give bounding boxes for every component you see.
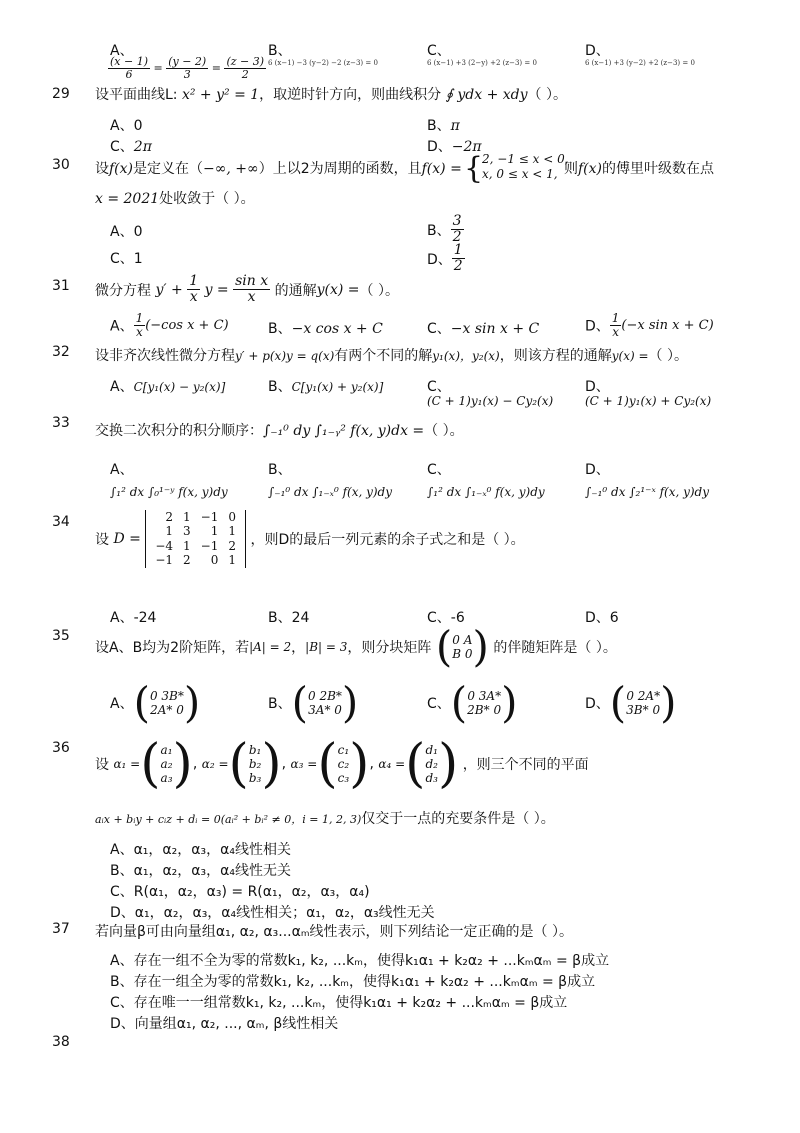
q30-option-d: D、 $\frac{1}{2}$ — [427, 242, 463, 275]
q28-option-a-label: A、 — [110, 43, 134, 59]
q29-option-c: C、2π — [110, 139, 152, 155]
q34-stem: 设 D = 2 1 −1 0 1 3 1 1 −4 1 −1 2 −1 2 0 1 ，则D的最后一列元素的余子式之和是（ ）。 — [95, 510, 525, 568]
q29-number: 29 — [52, 86, 70, 102]
q31-stem: 微分方程 y′ + $\frac{1}{x}$ y = $\frac{\text{sin x}}{x}$ 的通解y(x) =（ ）。 — [95, 273, 399, 306]
q32-number: 32 — [52, 344, 70, 360]
q37-stem: 若向量β可由向量组α₁, α₂, α₃...αₘ线性表示，则下列结论一定正确的是（ ）。 — [95, 924, 574, 940]
q28-option-d-label: D、 — [585, 43, 610, 59]
q29-option-a: A、0 — [110, 118, 143, 134]
q30-stem-line1: 设f(x)是定义在（−∞, +∞）上以2为周期的函数，且f(x) = — [95, 161, 462, 177]
q34-option-b: B、24 — [268, 610, 310, 626]
q34-option-d: D、6 — [585, 610, 619, 626]
q34-option-a: A、-24 — [110, 610, 157, 626]
q35-stem: 设A、B均为2阶矩阵，若|A| = 2，|B| = 3，则分块矩阵 ( 0 A B 0 ) 的伴随矩阵是（ ）。 — [95, 622, 617, 671]
q32-option-c-label: C、 — [427, 379, 451, 395]
q32-option-a: A、C[y₁(x) − y₂(x)] — [110, 379, 226, 395]
q33-option-d: ∫₋₁⁰ dx ∫₂¹⁻ˣ f(x, y)dy — [585, 485, 710, 499]
q28-option-d-formula: 6 (x−1) +3 (y−2) +2 (z−3) = 0 — [585, 59, 695, 67]
q33-option-a: ∫₁² dx ∫₀¹⁻ʸ f(x, y)dy — [110, 485, 228, 499]
q36-stem-line2: aᵢx + bᵢy + cᵢz + dᵢ = 0(aᵢ² + bᵢ² ≠ 0，i = 1, 2, 3)仅交于一点的充要条件是（ ）。 — [95, 811, 555, 827]
q29-option-d: D、−2π — [427, 139, 482, 155]
q37-number: 37 — [52, 921, 70, 937]
q36-number: 36 — [52, 740, 70, 756]
q30-number: 30 — [52, 157, 70, 173]
q28-option-a-formula: $\frac{(x - 1)}{6}$ = $\frac{(y - 2)}{3}$ = $\frac{(z - 3)}{2}$ — [110, 55, 265, 82]
q34-option-c: C、-6 — [427, 610, 465, 626]
q32-option-d-label: D、 — [585, 379, 610, 395]
q33-option-a-label: A、 — [110, 462, 134, 478]
q31-option-b: B、−x cos x + C — [268, 321, 383, 337]
q30-piecewise: { 2, −1 ≤ x < 0, x, 0 ≤ x < 1, — [464, 151, 569, 186]
q28-option-b-formula: 6 (x−1) −3 (y−2) −2 (z−3) = 0 — [268, 59, 378, 67]
q30-option-b: B、 $\frac{3}{2}$ — [427, 213, 462, 246]
q31-option-d: D、 $\frac{1}{x}$ (−x sin x + C) — [585, 311, 714, 340]
q29-option-b: B、π — [427, 118, 460, 134]
q32-stem: 设非齐次线性微分方程y′ + p(x)y = q(x)有两个不同的解y₁(x)，y₂(x)，则该方程的通解y(x) =（ ）。 — [95, 348, 688, 364]
q35-option-c: C、( 0 3A* 2B* 0 ) — [427, 678, 518, 727]
q31-number: 31 — [52, 278, 70, 294]
q36-option-c: C、R(α₁，α₂，α₃) = R(α₁，α₂，α₃，α₄) — [110, 884, 370, 900]
q38-number: 38 — [52, 1034, 70, 1050]
q32-option-d: (C + 1)y₁(x) + Cy₂(x) — [585, 394, 712, 408]
q31-option-a: A、 $\frac{1}{x}$ (−cos x + C) — [110, 311, 229, 340]
q29-stem: 设平面曲线L: x² + y² = 1，取逆时针方向，则曲线积分 ∮ ydx + xdy（ ）。 — [95, 87, 567, 103]
q33-option-b-label: B、 — [268, 462, 292, 478]
q30-option-a: A、0 — [110, 224, 143, 240]
q36-stem-line1: 设 α₁ =( a₁ a₂ a₃ ), α₂ =( b₁ b₂ b₃ ), α₃ =( c₁ c₂ c₃ ), α₄ =( d₁ d₂ d₃ ) ，则三个不同的平面 — [95, 734, 589, 794]
q36-option-b: B、α₁，α₂，α₃，α₄线性无关 — [110, 863, 291, 879]
q34-determinant: 2 1 −1 0 1 3 1 1 −4 1 −1 2 −1 2 0 1 — [145, 510, 246, 568]
q30-stem-line2: x = 2021处收敛于（ ）。 — [95, 191, 255, 207]
q33-number: 33 — [52, 415, 70, 431]
q37-option-b: B、存在一组全为零的常数k₁, k₂, ...kₘ，使得k₁α₁ + k₂α₂ + ...kₘαₘ = β成立 — [110, 974, 596, 990]
q30-stem-line1b: 则f(x)的傅里叶级数在点 — [564, 161, 715, 177]
q28-option-c-formula: 6 (x−1) +3 (2−y) +2 (z−3) = 0 — [427, 59, 537, 67]
q35-number: 35 — [52, 628, 70, 644]
q33-stem: 交换二次积分的积分顺序：∫₋₁⁰ dy ∫₁₋ᵧ² f(x, y)dx =（ ）。 — [95, 423, 464, 439]
q28-option-b-label: B、 — [268, 43, 292, 59]
q32-option-b: B、C[y₁(x) + y₂(x)] — [268, 379, 384, 395]
q34-number: 34 — [52, 514, 70, 530]
q33-option-d-label: D、 — [585, 462, 610, 478]
q33-option-b: ∫₋₁⁰ dx ∫₁₋ₓ⁰ f(x, y)dy — [268, 485, 393, 499]
q36-option-a: A、α₁，α₂，α₃，α₄线性相关 — [110, 842, 291, 858]
q33-option-c-label: C、 — [427, 462, 451, 478]
q35-option-d: D、( 0 2A* 3B* 0 ) — [585, 678, 677, 727]
q33-option-c: ∫₁² dx ∫₁₋ₓ⁰ f(x, y)dy — [427, 485, 545, 499]
q37-option-d: D、向量组α₁, α₂, ..., αₘ, β线性相关 — [110, 1016, 339, 1032]
q32-option-c: (C + 1)y₁(x) − Cy₂(x) — [427, 394, 554, 408]
q30-option-c: C、1 — [110, 251, 143, 267]
q31-option-c: C、−x sin x + C — [427, 321, 540, 337]
q36-option-d: D、α₁，α₂，α₃，α₄线性相关；α₁，α₂，α₃线性无关 — [110, 905, 435, 921]
q35-option-b: B、( 0 2B* 3A* 0 ) — [268, 678, 359, 727]
q35-option-a: A、( 0 3B* 2A* 0 ) — [110, 678, 201, 727]
q37-option-c: C、存在唯一一组常数k₁, k₂, ...kₘ，使得k₁α₁ + k₂α₂ + ...kₘαₘ = β成立 — [110, 995, 568, 1011]
q37-option-a: A、存在一组不全为零的常数k₁, k₂, ...kₘ，使得k₁α₁ + k₂α₂ + ...kₘαₘ = β成立 — [110, 953, 610, 969]
q28-option-c-label: C、 — [427, 43, 451, 59]
